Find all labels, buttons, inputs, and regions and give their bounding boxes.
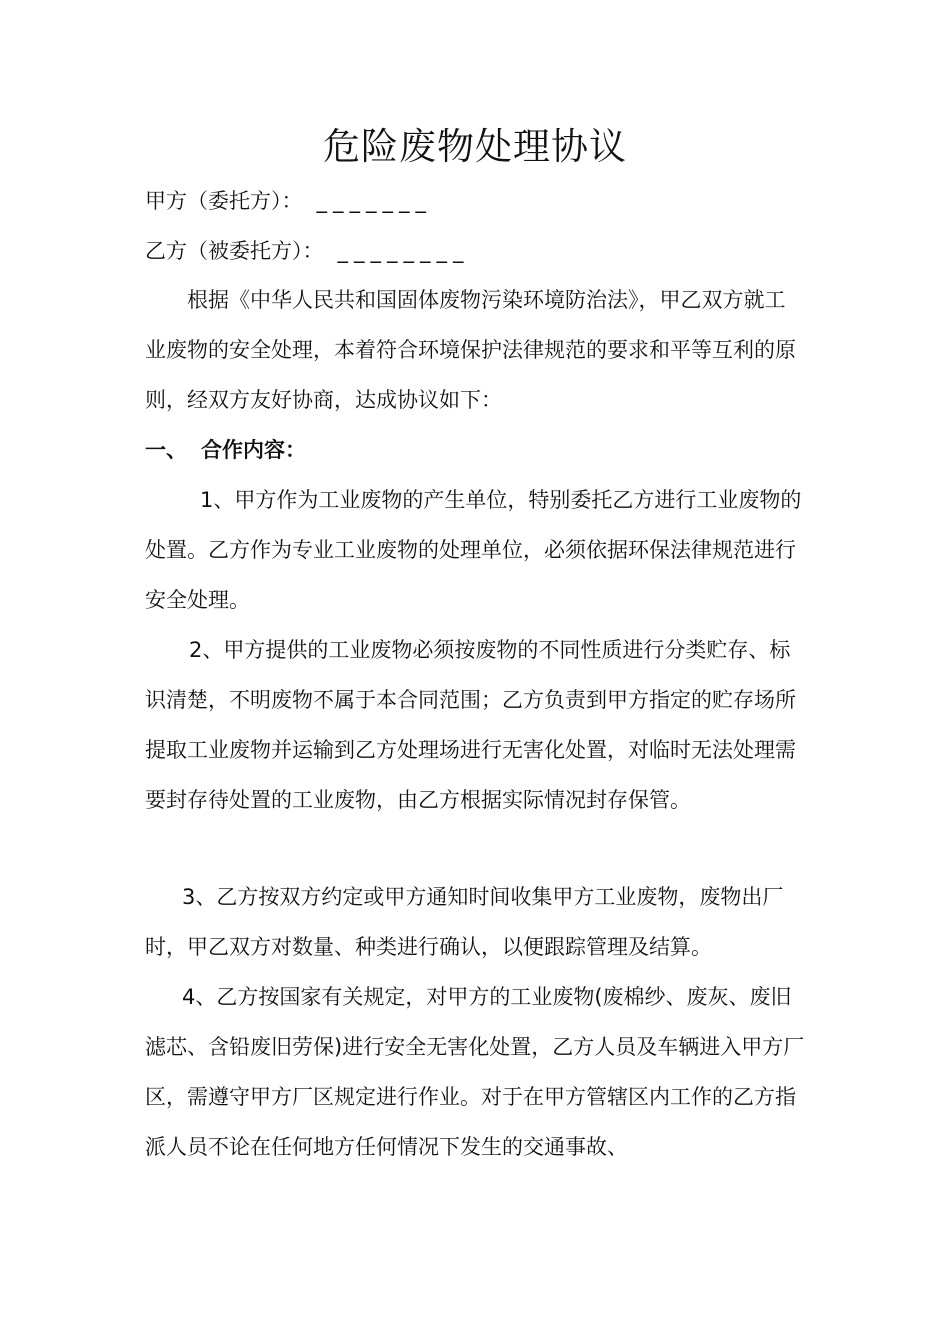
section-number: 一、	[145, 438, 187, 462]
document-title: 危险废物处理协议	[323, 125, 627, 168]
clause-4-text: 4、乙方按国家有关规定，对甲方的工业废物(废棉纱、废灰、废旧滤芯、含铅废旧劳保)进行安全无害化处置，乙方人员及车辆进入甲方厂区，需遵守甲方厂区规定进行作业。对于在甲方管辖区内工作的乙方指派人员不论在任何地方任何情况下发生的交通事故、	[145, 985, 805, 1159]
clause-paragraph	[145, 625, 805, 825]
section-title: 合作内容：	[201, 438, 306, 462]
party-b-line	[145, 231, 470, 271]
party-a-line	[145, 181, 432, 221]
preamble-text: 根据《中华人民共和国固体废物污染环境防治法》，甲乙双方就工业废物的安全处理，本着符合环境保护法律规范的要求和平等互利的原则，经双方友好协商，达成协议如下：	[145, 288, 796, 412]
clause-paragraph	[145, 872, 805, 972]
party-a-blank: _______	[316, 189, 432, 213]
party-b-blank: ________	[337, 239, 470, 263]
party-a-label: 甲方（委托方）：	[145, 189, 303, 213]
clause-2-text: 2、甲方提供的工业废物必须按废物的不同性质进行分类贮存、标识清楚，不明废物不属于本合同范围；乙方负责到甲方指定的贮存场所提取工业废物并运输到乙方处理场进行无害化处置，对临时无法处理需要封存待处置的工业废物，由乙方根据实际情况封存保管。	[145, 638, 796, 812]
clause-3-text: 3、乙方按双方约定或甲方通知时间收集甲方工业废物，废物出厂时，甲乙双方对数量、种类进行确认，以便跟踪管理及结算。	[145, 885, 784, 959]
clause-paragraph	[145, 475, 805, 625]
preamble-paragraph	[145, 275, 805, 425]
party-b-label: 乙方（被委托方）：	[145, 239, 324, 263]
clause-1-text: 1、甲方作为工业废物的产生单位，特别委托乙方进行工业废物的处置。乙方作为专业工业废物的处理单位，必须依据环保法律规范进行安全处理。	[145, 488, 802, 612]
clause-paragraph	[145, 972, 805, 1172]
section-heading	[145, 430, 306, 470]
